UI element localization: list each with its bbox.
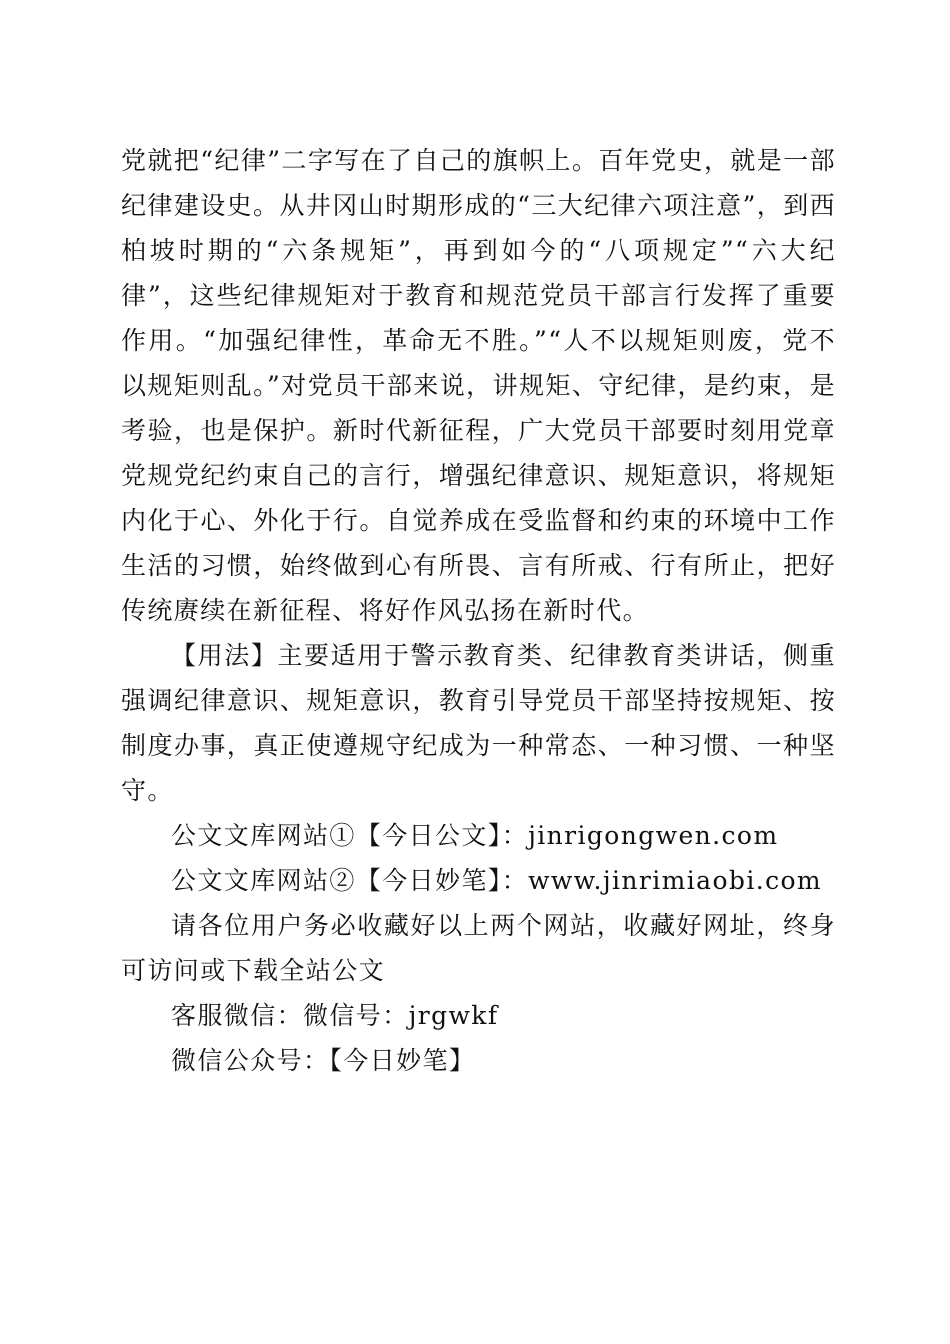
customer-service-line: 客服微信：微信号：jrgwkf [171, 1001, 499, 1030]
document-body [121, 138, 836, 1083]
wechat-account-line: 微信公众号：【今日妙笔】 [171, 1046, 476, 1075]
website-line-1: 公文文库网站①【今日公文】：jinrigongwen.com [171, 821, 779, 850]
website-line-2: 公文文库网站②【今日妙笔】：www.jinrimiaobi.com [171, 866, 823, 895]
usage-paragraph: 【用法】主要适用于警示教育类、纪律教育类讲话，侧重强调纪律意识、规矩意识，教育引导党员干部坚持按规矩、按制度办事，真正使遵规守纪成为一种常态、一种习惯、一种坚守。 [121, 641, 836, 805]
body-paragraph: 党就把“纪律”二字写在了自己的旗帜上。百年党史，就是一部纪律建设史。从井冈山时期形成的“三大纪律六项注意”，到西柏坡时期的“六条规矩”，再到如今的“八项规定”“六大纪律”，这些纪律规矩对于教育和规范党员干部言行发挥了重要作用。“加强纪律性，革命无不胜。”“人不以规矩则废，党不以规矩则乱。”对党员干部来说，讲规矩、守纪律，是约束，是考验，也是保护。新时代新征程，广大党员干部要时刻用党章党规党纪约束自己的言行，增强纪律意识、规矩意识，将规矩内化于心、外化于行。自觉养成在受监督和约束的环境中工作生活的习惯，始终做到心有所畏、言有所戒、行有所止，把好传统赓续在新征程、将好作风弘扬在新时代。 [121, 146, 836, 625]
bookmark-notice: 请各位用户务必收藏好以上两个网站，收藏好网址，终身可访问或下载全站公文 [121, 911, 836, 985]
